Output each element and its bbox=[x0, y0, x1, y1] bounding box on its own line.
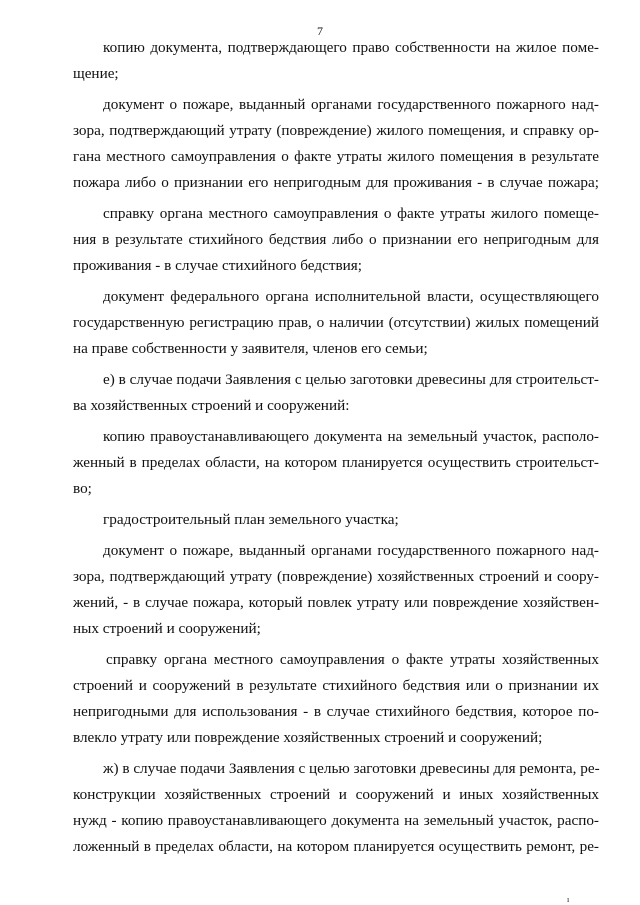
text-line: ных строений и сооружений; bbox=[73, 620, 261, 637]
text-line: нужд - копию правоустанавливающего документа на земельный участок, распо- bbox=[73, 812, 599, 829]
page-number: 7 bbox=[317, 24, 323, 38]
text-line: женный в пределах области, на котором планируется осуществить строительст- bbox=[73, 454, 599, 471]
corner-mark: ı bbox=[567, 895, 570, 904]
text-line: е) в случае подачи Заявления с целью заготовки древесины для строительст- bbox=[103, 371, 599, 388]
text-line: конструкции хозяйственных строений и сооружений и иных хозяйственных bbox=[73, 786, 599, 803]
text-line: во; bbox=[73, 480, 92, 497]
text-line: копию правоустанавливающего документа на земельный участок, располо- bbox=[103, 428, 599, 445]
text-line: ж) в случае подачи Заявления с целью заготовки древесины для ремонта, ре- bbox=[103, 760, 600, 777]
text-line: гана местного самоуправления о факте утраты жилого помещения в результате bbox=[73, 148, 599, 165]
text-line: документ федерального органа исполнительной власти, осуществляющего bbox=[103, 288, 599, 305]
text-line: жений, - в случае пожара, который повлек утрату или повреждение хозяйствен- bbox=[73, 594, 599, 611]
text-line: справку органа местного самоуправления о факте утраты хозяйственных bbox=[106, 651, 599, 668]
text-line: ва хозяйственных строений и сооружений: bbox=[73, 397, 350, 414]
text-line: непригодными для использования - в случае стихийного бедствия, которое по- bbox=[73, 703, 599, 720]
text-line: документ о пожаре, выданный органами государственного пожарного над- bbox=[103, 542, 599, 559]
text-line: зора, подтверждающий утрату (повреждение) хозяйственных строений и соору- bbox=[73, 568, 599, 585]
text-line: щение; bbox=[73, 65, 119, 82]
text-line: строений и сооружений в результате стихийного бедствия или о признании их bbox=[73, 677, 599, 694]
text-line: ния в результате стихийного бедствия либо о признании его непригодным для bbox=[73, 231, 599, 248]
text-line: проживания - в случае стихийного бедствия; bbox=[73, 257, 362, 274]
text-line: на праве собственности у заявителя, членов его семьи; bbox=[73, 340, 428, 357]
text-line: ложенный в пределах области, на котором планируется осуществить ремонт, ре- bbox=[73, 838, 599, 855]
text-line: зора, подтверждающий утрату (повреждение) жилого помещения, и справку ор- bbox=[73, 122, 599, 139]
text-line: градостроительный план земельного участка; bbox=[103, 511, 399, 528]
text-line: государственную регистрацию прав, о наличии (отсутствии) жилых помещений bbox=[73, 314, 599, 331]
text-line: копию документа, подтверждающего право собственности на жилое поме- bbox=[103, 39, 599, 56]
text-line: справку органа местного самоуправления о факте утраты жилого помеще- bbox=[103, 205, 599, 222]
text-line: влекло утрату или повреждение хозяйственных строений и сооружений; bbox=[73, 729, 543, 746]
text-line: пожара либо о признании его непригодным для проживания - в случае пожара; bbox=[73, 174, 599, 191]
text-line: документ о пожаре, выданный органами государственного пожарного над- bbox=[103, 96, 599, 113]
